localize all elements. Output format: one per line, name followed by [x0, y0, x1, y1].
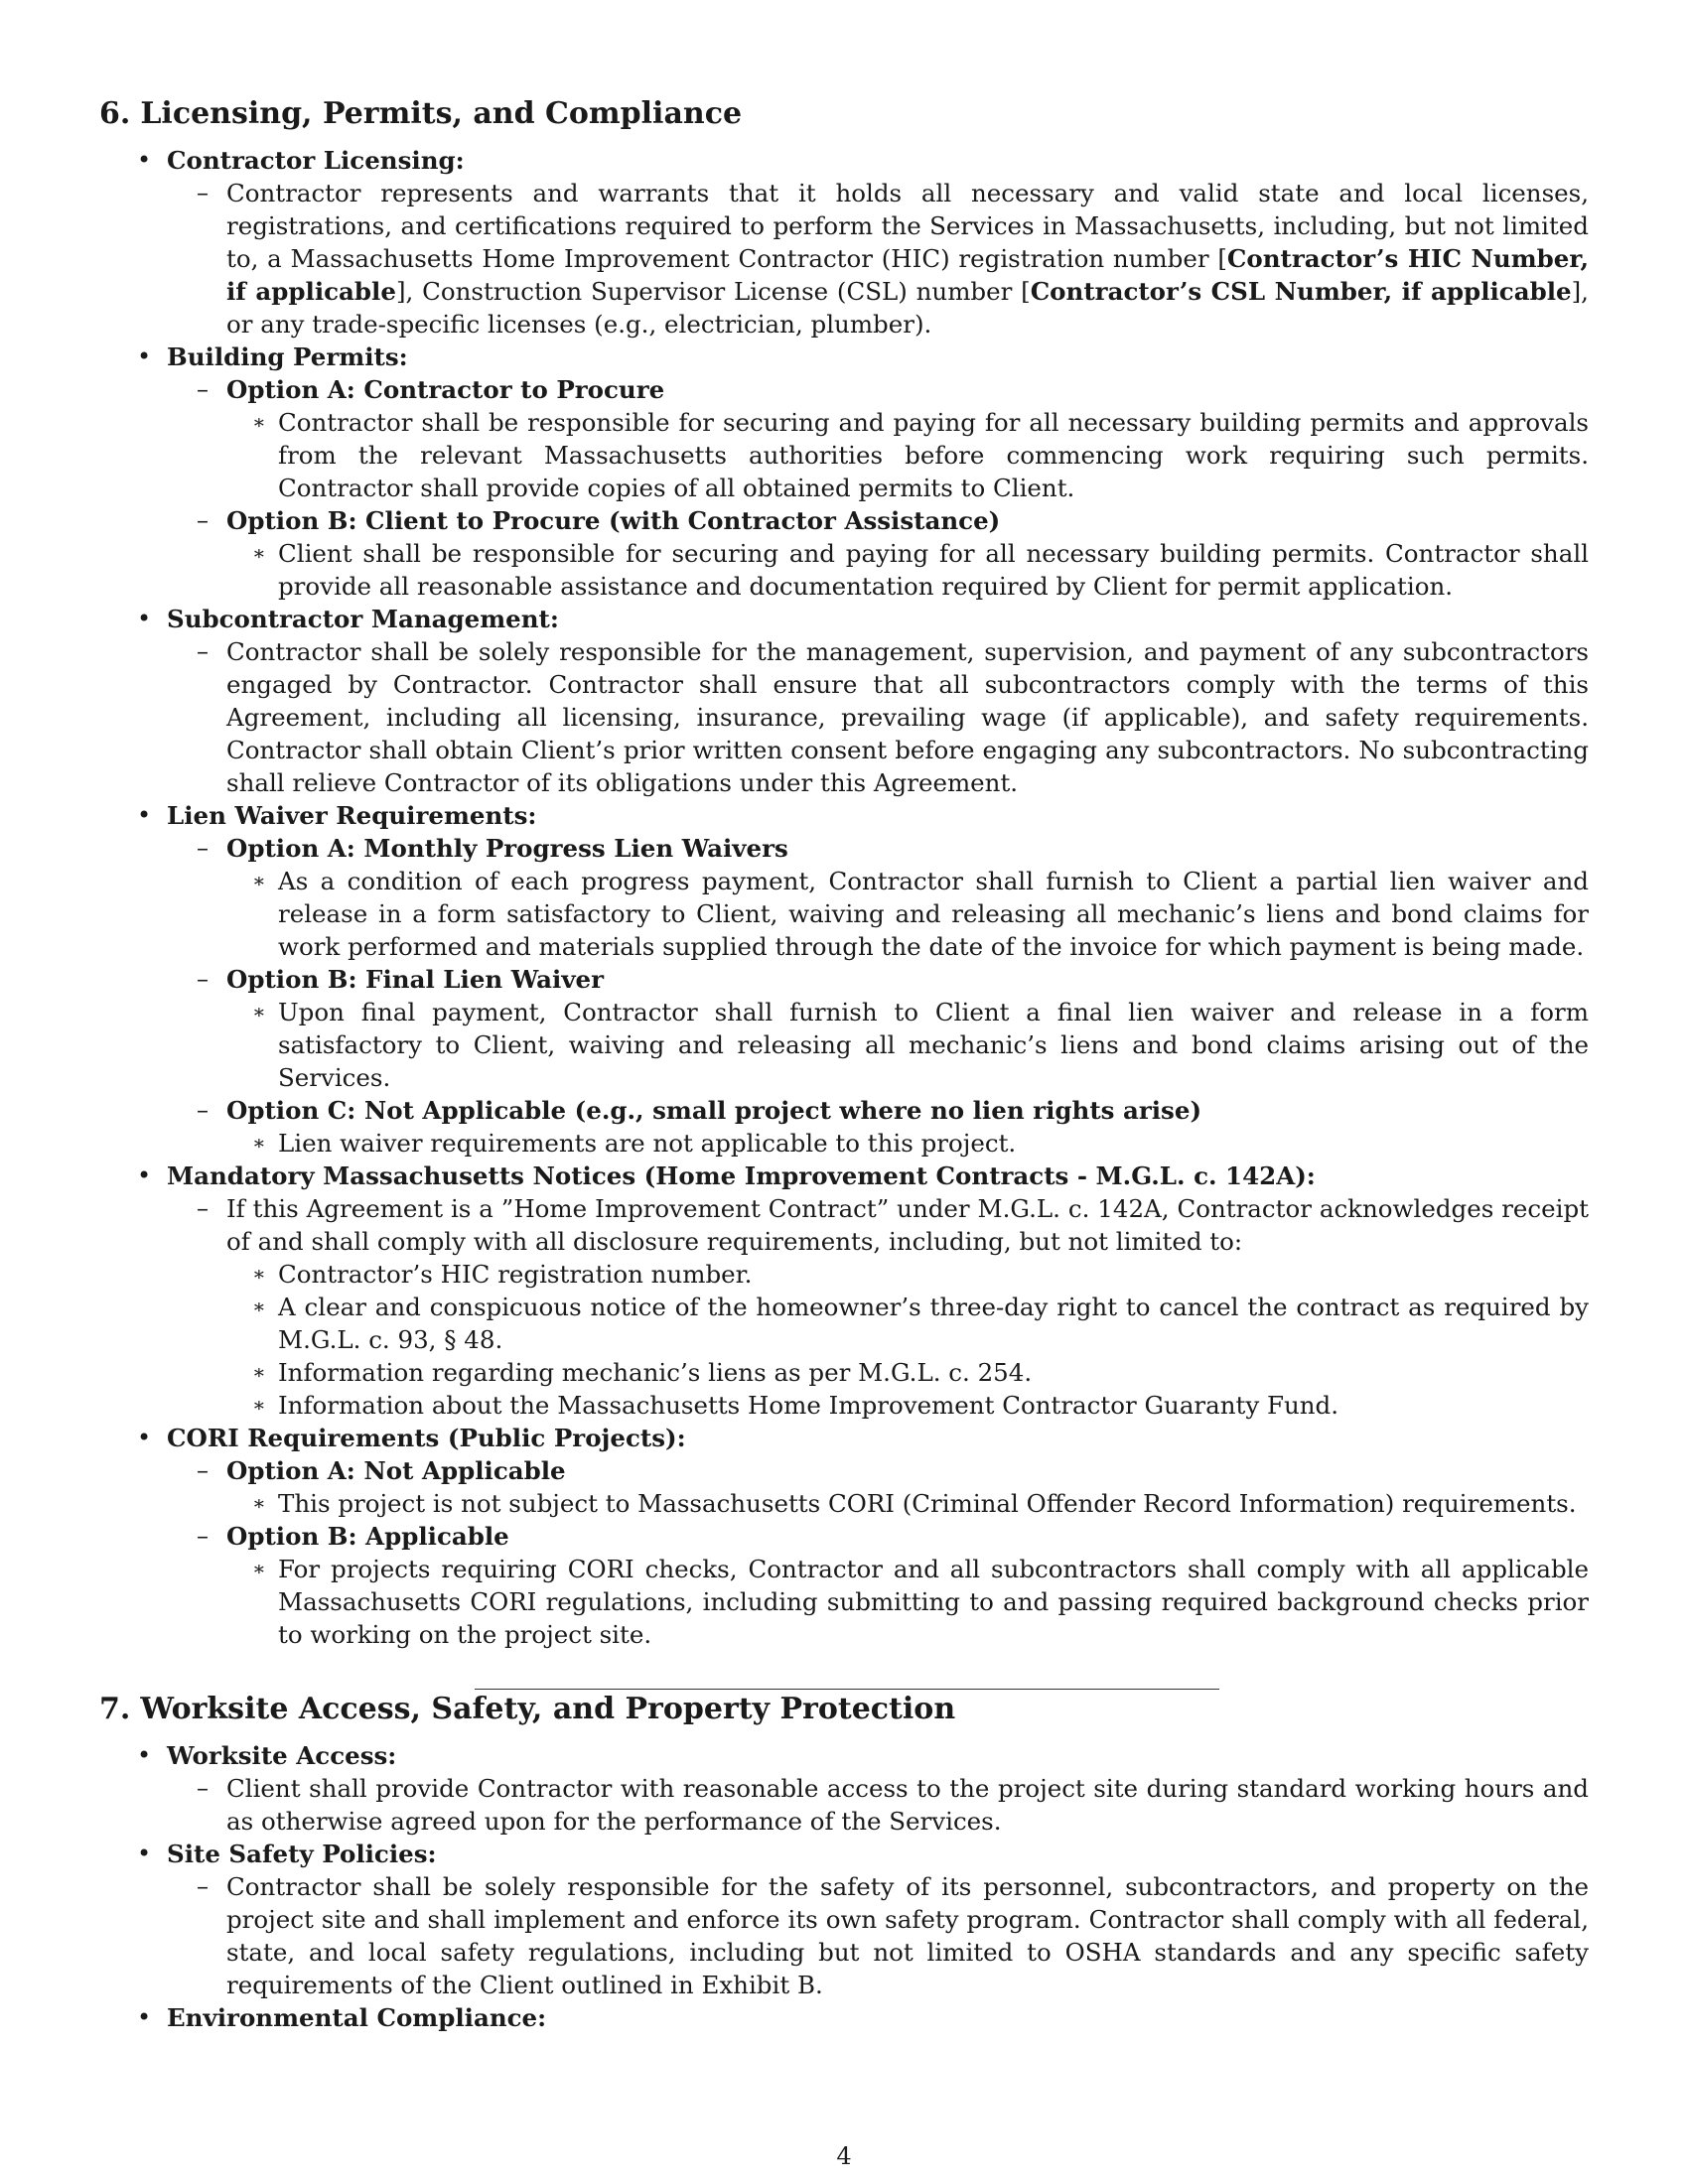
asterisk-marker: ∗ [252, 1491, 266, 1515]
notice-text: Contractor’s HIC registration number. [278, 1260, 753, 1289]
option-heading: Option B: Applicable [226, 1522, 509, 1551]
dash-marker: – [197, 506, 209, 534]
option-a [197, 832, 1589, 963]
safety-text: Contractor shall be solely responsible for the safety of its personnel, subcontractors, and property on the project site and shall implement and enforce its own safety program. Contractor shall comply with all federal, state, and local safety regulations, including but not limited to OSHA standards and any specific safety requirements of the Client outlined in Exhibit B. [226, 1872, 1589, 1999]
option-b [197, 963, 1589, 1094]
option-heading: Option C: Not Applicable (e.g., small project where no lien rights arise) [226, 1096, 1202, 1125]
page-number: 4 [836, 2142, 852, 2170]
dash-marker: – [197, 965, 209, 993]
option-detail [252, 996, 1589, 1094]
option-b [197, 504, 1589, 603]
item-site-safety [137, 1838, 1589, 2001]
item-heading: Site Safety Policies: [167, 1840, 437, 1868]
asterisk-marker: ∗ [252, 541, 266, 565]
sub-item [197, 177, 1589, 341]
notice-item [252, 1356, 1589, 1389]
item-worksite-access [137, 1739, 1589, 1838]
option-heading: Option A: Monthly Progress Lien Waivers [226, 834, 788, 863]
option-c [197, 1094, 1589, 1160]
bullet-marker: • [137, 1161, 152, 1189]
notice-text: Information regarding mechanic’s liens as per M.G.L. c. 254. [278, 1358, 1033, 1387]
hic-number-placeholder: Contractor’s HIC Number, if applicable [226, 244, 1589, 306]
notice-text: A clear and conspicuous notice of the homeowner’s three-day right to cancel the contract as required by M.G.L. c. 93, § 48. [278, 1293, 1589, 1354]
dash-marker: – [197, 1456, 209, 1484]
notices-text: If this Agreement is a ”Home Improvement Contract” under M.G.L. c. 142A, Contractor acknowledges receipt of and shall comply with all disclosure requirements, including, but not limited to: [226, 1194, 1589, 1256]
item-heading: Mandatory Massachusetts Notices (Home Improvement Contracts - M.G.L. c. 142A): [167, 1161, 1316, 1190]
section-title: Licensing, Permits, and Compliance [140, 96, 743, 131]
notice-item [252, 1258, 1589, 1291]
item-environmental-compliance [137, 2001, 1589, 2034]
asterisk-marker: ∗ [252, 1262, 266, 1286]
dash-marker: – [197, 1872, 209, 1900]
asterisk-marker: ∗ [252, 1360, 266, 1384]
option-text: For projects requiring CORI checks, Contractor and all subcontractors shall comply with all applicable Massachusetts CORI regulations, including submitting to and passing required background checks prior to working on the project site. [278, 1555, 1589, 1649]
dash-marker: – [197, 1096, 209, 1124]
dash-marker: – [197, 637, 209, 665]
option-detail [252, 406, 1589, 504]
option-a [197, 373, 1589, 504]
section-6-heading [99, 94, 1589, 134]
option-heading: Option B: Final Lien Waiver [226, 965, 605, 994]
option-detail [252, 865, 1589, 963]
asterisk-marker: ∗ [252, 1557, 266, 1580]
item-heading: Environmental Compliance: [167, 2003, 547, 2032]
option-heading: Option A: Contractor to Procure [226, 375, 665, 404]
licensing-text: Contractor represents and warrants that it holds all necessary and valid state and local licenses, registrations, and certifications required to perform the Services in Massachusetts, including, but not limited to, a Massachusetts Home Improvement Contractor (HIC) registration number [Contractor’s HIC Number, if applicable], Construction Supervisor License (CSL) number [Contractor’s CSL Number, if applicable], or any trade-specific licenses (e.g., electrician, plumber). [226, 179, 1589, 339]
bullet-marker: • [137, 2003, 152, 2031]
option-a [197, 1454, 1589, 1520]
sub-item [197, 1870, 1589, 2001]
item-heading: Building Permits: [167, 342, 408, 371]
item-heading: CORI Requirements (Public Projects): [167, 1424, 686, 1452]
option-detail [252, 1487, 1589, 1520]
asterisk-marker: ∗ [252, 1295, 266, 1318]
option-text: As a condition of each progress payment, Contractor shall furnish to Client a partial lien waiver and release in a form satisfactory to Client, waiving and releasing all mechanic’s liens and bond claims for work performed and materials supplied through the date of the invoice for which payment is being made. [278, 867, 1589, 961]
item-building-permits [137, 341, 1589, 603]
item-heading: Worksite Access: [167, 1741, 397, 1770]
option-text: Upon final payment, Contractor shall furnish to Client a final lien waiver and release in a form satisfactory to Client, waiving and releasing all mechanic’s liens and bond claims arising out of the Services. [278, 998, 1589, 1092]
asterisk-marker: ∗ [252, 869, 266, 892]
item-mandatory-notices [137, 1160, 1589, 1422]
asterisk-marker: ∗ [252, 410, 266, 434]
dash-marker: – [197, 1194, 209, 1222]
option-detail [252, 537, 1589, 603]
item-heading: Subcontractor Management: [167, 605, 559, 633]
item-heading: Lien Waiver Requirements: [167, 801, 537, 830]
option-text: Lien waiver requirements are not applicable to this project. [278, 1129, 1017, 1158]
asterisk-marker: ∗ [252, 1393, 266, 1417]
option-detail [252, 1127, 1589, 1160]
section-number: 6. [99, 96, 131, 131]
access-text: Client shall provide Contractor with reasonable access to the project site during standard working hours and as otherwise agreed upon for the performance of the Services. [226, 1774, 1589, 1836]
section-7-heading [99, 1690, 1589, 1729]
bullet-marker: • [137, 1741, 152, 1769]
option-text: Client shall be responsible for securing and paying for all necessary building permits. Contractor shall provide all reasonable assistance and documentation required by Client for permit application. [278, 539, 1589, 601]
subcontractor-text: Contractor shall be solely responsible for the management, supervision, and payment of any subcontractors engaged by Contractor. Contractor shall ensure that all subcontractors comply with the terms of this Agreement, including all licensing, insurance, prevailing wage (if applicable), and safety requirements. Contractor shall obtain Client’s prior written consent before engaging any subcontractors. No subcontracting shall relieve Contractor of its obligations under this Agreement. [226, 637, 1589, 797]
sub-item [197, 635, 1589, 799]
asterisk-marker: ∗ [252, 1131, 266, 1155]
bullet-marker: • [137, 801, 152, 829]
item-contractor-licensing [137, 144, 1589, 341]
asterisk-marker: ∗ [252, 1000, 266, 1024]
notice-item [252, 1291, 1589, 1356]
section-title: Worksite Access, Safety, and Property Protection [140, 1692, 956, 1726]
dash-marker: – [197, 179, 209, 206]
dash-marker: – [197, 1774, 209, 1802]
bullet-marker: • [137, 342, 152, 370]
bullet-marker: • [137, 605, 152, 632]
dash-marker: – [197, 1522, 209, 1550]
page-content [99, 94, 1589, 2034]
bullet-marker: • [137, 146, 152, 174]
option-heading: Option B: Client to Procure (with Contractor Assistance) [226, 506, 1001, 535]
notice-item [252, 1389, 1589, 1422]
item-subcontractor-management [137, 603, 1589, 799]
item-cori-requirements [137, 1422, 1589, 1651]
bullet-marker: • [137, 1840, 152, 1867]
option-heading: Option A: Not Applicable [226, 1456, 566, 1485]
option-b [197, 1520, 1589, 1651]
csl-number-placeholder: Contractor’s CSL Number, if applicable [1030, 277, 1572, 306]
dash-marker: – [197, 375, 209, 403]
bullet-marker: • [137, 1424, 152, 1451]
notice-text: Information about the Massachusetts Home Improvement Contractor Guaranty Fund. [278, 1391, 1339, 1420]
option-text: Contractor shall be responsible for securing and paying for all necessary building permits and approvals from the relevant Massachusetts authorities before commencing work requiring such permits. Contractor shall provide copies of all obtained permits to Client. [278, 408, 1589, 502]
option-text: This project is not subject to Massachusetts CORI (Criminal Offender Record Information) requirements. [278, 1489, 1577, 1518]
item-heading: Contractor Licensing: [167, 146, 465, 175]
item-lien-waiver [137, 799, 1589, 1160]
sub-item [197, 1772, 1589, 1838]
section-number: 7. [99, 1692, 131, 1726]
option-detail [252, 1553, 1589, 1651]
dash-marker: – [197, 834, 209, 862]
sub-item [197, 1192, 1589, 1422]
